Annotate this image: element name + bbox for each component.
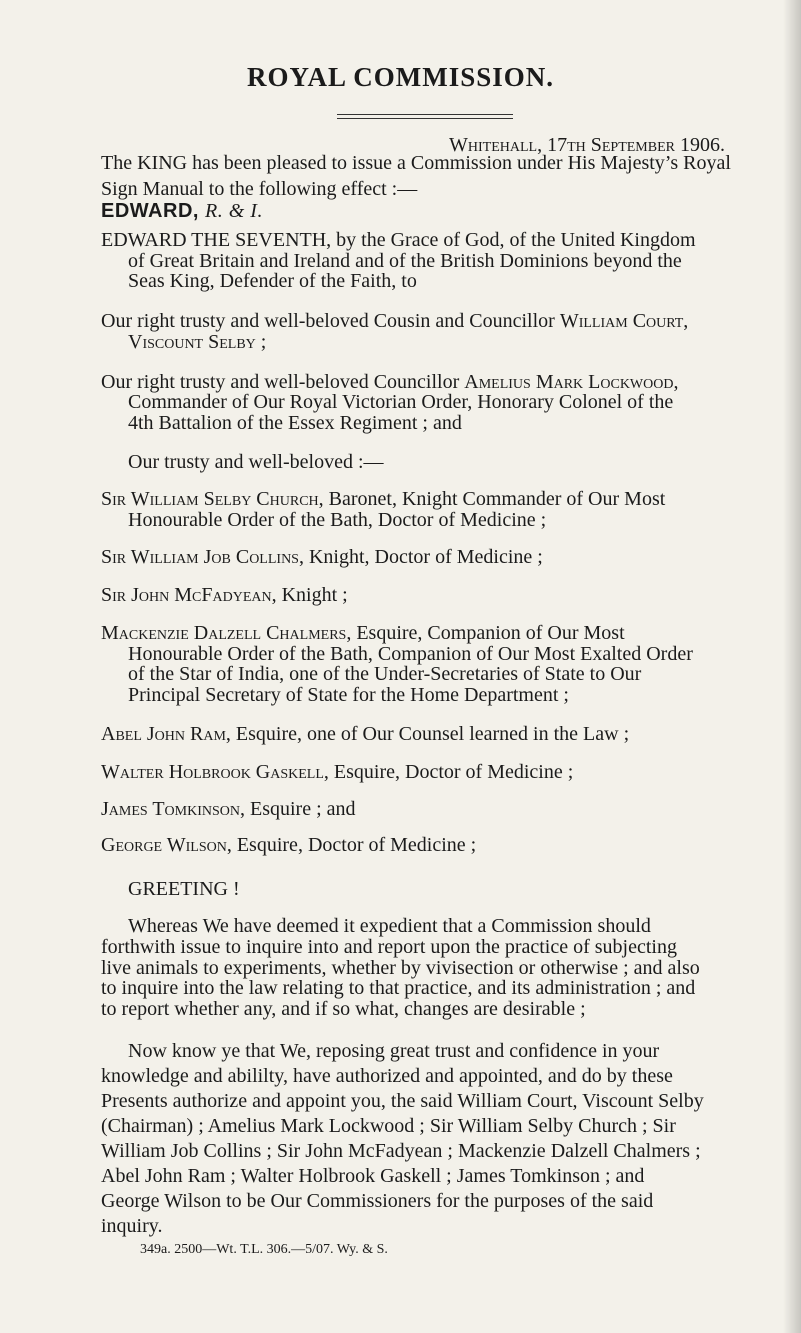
- addressee-court-name: William Court,: [559, 310, 689, 332]
- addressee-chalmers-line3: of the Star of India, one of the Under-Secretaries of State to Our: [128, 663, 642, 685]
- whereas-line-4: to inquire into the law relating to that practice, and its administration ; and: [101, 977, 696, 999]
- addressee-lockwood-pre: Our right trusty and well-beloved Councillor: [101, 371, 460, 393]
- now-know-line-2: knowledge and abililty, have authorized and appointed, and do by these: [101, 1065, 673, 1087]
- addressee-wilson: [101, 832, 476, 858]
- now-know-line-3: Presents authorize and appoint you, the said William Court, Viscount Selby: [101, 1090, 704, 1112]
- greeting: GREETING !: [128, 878, 240, 900]
- addressee-church-name: Sir William Selby Church,: [101, 488, 324, 510]
- addressee-wilson-rest: Esquire, Doctor of Medicine ;: [236, 834, 477, 856]
- page-edge-shadow: [783, 0, 801, 1333]
- addressee-chalmers-line2: Honourable Order of the Bath, Companion of Our Most Exalted Order: [128, 643, 693, 665]
- dateline: Whitehall, 17th September 1906.: [449, 134, 725, 156]
- royal-sign-manual: [101, 198, 263, 224]
- addressee-mcfadyean: [101, 582, 348, 608]
- now-know-line-4: (Chairman) ; Amelius Mark Lockwood ; Sir William Selby Church ; Sir: [101, 1115, 676, 1137]
- now-know-line-6: Abel John Ram ; Walter Holbrook Gaskell ; James Tomkinson ; and: [101, 1165, 645, 1187]
- addressee-mcfadyean-name: Sir John McFadyean,: [101, 584, 277, 606]
- royal-sign-name: EDWARD,: [101, 200, 199, 222]
- addressee-church-rest: Baronet, Knight Commander of Our Most: [328, 488, 666, 510]
- title-rule-bottom: [337, 118, 513, 119]
- addressee-chalmers-name: Mackenzie Dalzell Chalmers,: [101, 622, 352, 644]
- sovereign-line-2: of Great Britain and Ireland and of the British Dominions beyond the: [128, 250, 682, 272]
- addressee-church-line2: Honourable Order of the Bath, Doctor of Medicine ;: [128, 509, 547, 531]
- page-title: ROYAL COMMISSION.: [246, 62, 555, 92]
- title-rule-top: [337, 114, 513, 115]
- addressee-gaskell: [101, 759, 573, 785]
- addressee-court-pre: Our right trusty and well-beloved Cousin and Councillor: [101, 310, 555, 332]
- addressee-lockwood-line2: Commander of Our Royal Victorian Order, Honorary Colonel of the: [128, 391, 674, 413]
- addressee-lockwood-name: Amelius Mark Lockwood,: [464, 371, 679, 393]
- print-footer: 349a. 2500—Wt. T.L. 306.—5/07. Wy. & S.: [140, 1242, 388, 1257]
- sovereign-line-3: Seas King, Defender of the Faith, to: [128, 270, 417, 292]
- whereas-line-5: to report whether any, and if so what, changes are desirable ;: [101, 998, 586, 1020]
- now-know-line-7: George Wilson to be Our Commissioners for the purposes of the said: [101, 1190, 654, 1212]
- now-know-line-1: Now know ye that We, reposing great trust and confidence in your: [128, 1040, 660, 1062]
- sovereign-line-1: EDWARD THE SEVENTH, by the Grace of God, of the United Kingdom: [101, 229, 696, 251]
- addressee-mcfadyean-rest: Knight ;: [281, 584, 348, 606]
- addressee-chalmers-rest: Esquire, Companion of Our Most: [356, 622, 625, 644]
- addressee-ram-rest: Esquire, one of Our Counsel learned in the Law ;: [235, 723, 630, 745]
- addressee-gaskell-rest: Esquire, Doctor of Medicine ;: [333, 761, 574, 783]
- addressee-tomkinson-rest: Esquire ; and: [249, 798, 356, 820]
- addressee-tomkinson-name: James Tomkinson,: [101, 798, 245, 820]
- addressee-ram: [101, 721, 629, 747]
- whereas-line-2: forthwith issue to inquire into and report upon the practice of subjecting: [101, 936, 677, 958]
- addressee-chalmers-line4: Principal Secretary of State for the Home Department ;: [128, 684, 569, 706]
- royal-sign-initials: R. & I.: [205, 200, 263, 222]
- now-know-line-5: William Job Collins ; Sir John McFadyean ; Mackenzie Dalzell Chalmers ;: [101, 1140, 701, 1162]
- addressee-wilson-name: George Wilson,: [101, 834, 232, 856]
- intro-paragraph: The KING has been pleased to issue a Commission under His Majesty’s Royal Sign Manual to the following effect :—: [101, 152, 731, 200]
- now-know-line-8: inquiry.: [101, 1215, 163, 1237]
- addressee-gaskell-name: Walter Holbrook Gaskell,: [101, 761, 329, 783]
- addressee-collins-name: Sir William Job Collins,: [101, 546, 304, 568]
- whereas-line-3: live animals to experiments, whether by vivisection or otherwise ; and also: [101, 957, 700, 979]
- addressee-court-line2: Viscount Selby ;: [128, 331, 267, 353]
- addressee-collins-rest: Knight, Doctor of Medicine ;: [308, 546, 543, 568]
- addressee-collins: [101, 544, 543, 570]
- addressee-lockwood-line3: 4th Battalion of the Essex Regiment ; and: [128, 412, 462, 434]
- addressee-ram-name: Abel John Ram,: [101, 723, 231, 745]
- whereas-line-1: Whereas We have deemed it expedient that a Commission should: [128, 915, 651, 937]
- trusty-heading: Our trusty and well-beloved :—: [128, 451, 384, 473]
- addressee-tomkinson: [101, 796, 356, 822]
